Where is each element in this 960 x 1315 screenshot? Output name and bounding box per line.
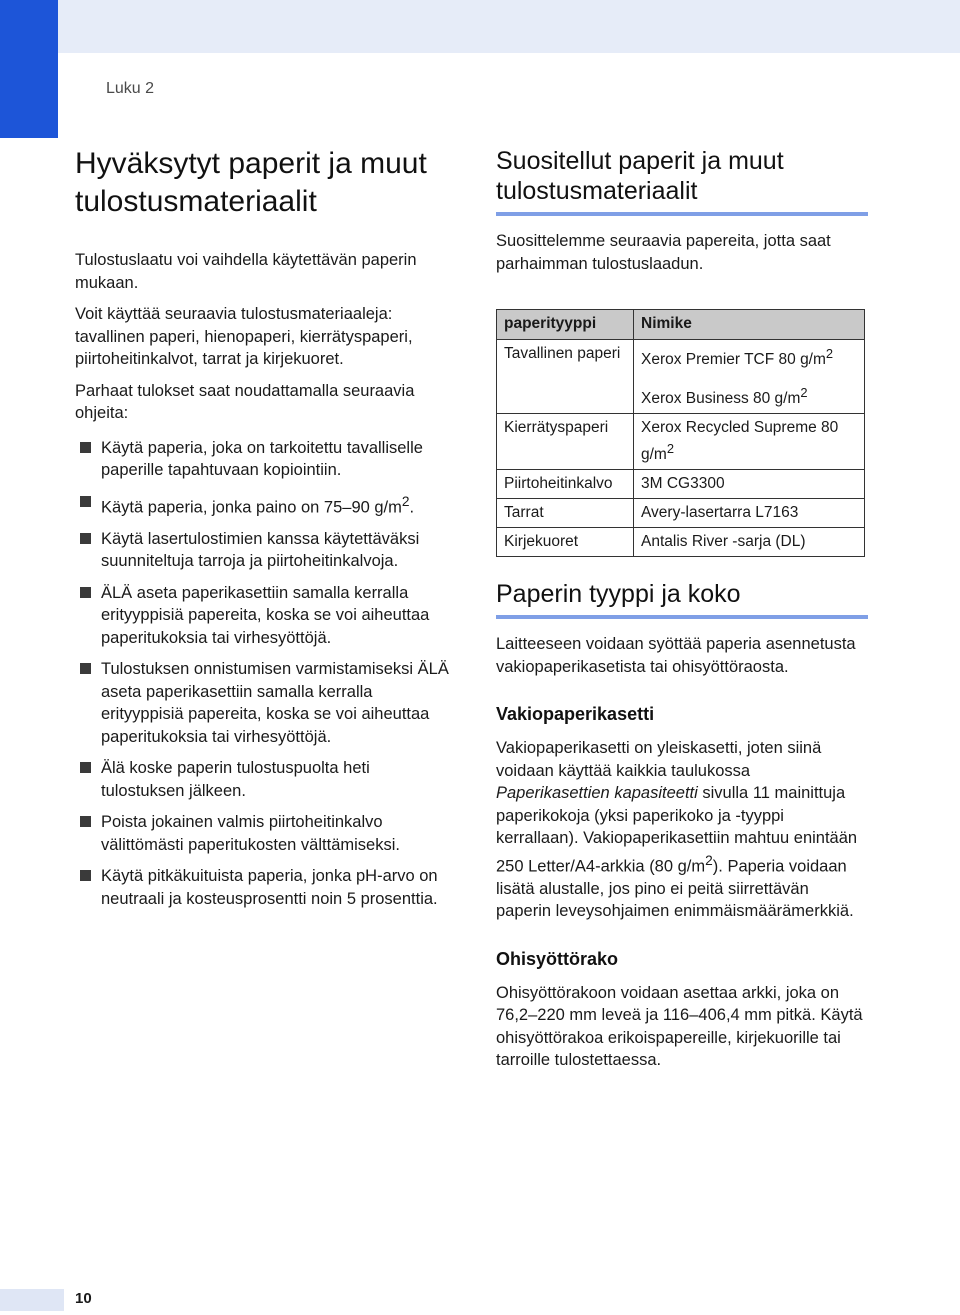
bullet-square-icon [80,762,91,773]
chapter-label: Luku 2 [106,80,155,97]
table-cell: 3M CG3300 [634,470,865,499]
recommended-intro: Suosittelemme seuraavia papereita, jotta saat parhaimman tulostuslaadun. [496,232,831,273]
table-row [497,414,865,470]
column-header: Nimike [634,310,865,340]
manual-slot-text: Ohisyöttörakoon voidaan asettaa arkki, joka on 76,2–220 mm leveä ja 116–406,4 mm pitkä. Käytä ohisyöttörakoa erikoispapereille, kirjekuorille tai tarroille tulostettaessa. [496,983,863,1070]
header-band [0,0,960,53]
guideline-list [75,437,453,911]
type-size-heading: Paperin tyyppi ja koko [496,579,868,619]
table-row [497,499,865,528]
list-item: Käytä paperia, jonka paino on 75–90 $g/m^2$. [75,491,453,519]
page-title: Hyväksytyt paperit ja muut tulostusmateriaalit [75,147,427,218]
type-size-intro: Laitteeseen voidaan syöttää paperia asennetusta vakiopaperikasetista tai ohisyöttöraosta. [496,635,856,676]
list-item: Poista jokainen valmis piirtoheitinkalvo välittömästi paperitukosten välttämiseksi. [75,811,453,856]
std-tray-heading: Vakiopaperikasetti [496,704,655,725]
table-row [497,470,865,499]
right-column [496,146,868,1081]
chapter-tab [0,0,58,138]
paragraph: Parhaat tulokset saat noudattamalla seuraavia ohjeita: [75,381,415,422]
table-cell: Xerox Recycled Supreme 80 $g/m^2$ [634,414,865,470]
page-reference: Paperikasettien kapasiteetti [496,784,698,803]
table-row [497,340,865,414]
list-item: Käytä pitkäkuituista paperia, jonka pH-arvo on neutraali ja kosteusprosentti noin 5 prosenttia. [75,865,453,910]
list-item: ÄLÄ aseta paperikasettiin samalla kerralla erityyppisiä papereita, koska se voi aiheuttaa paperitukoksia tai virhesyöttöjä. [75,582,453,650]
bullet-square-icon [80,816,91,827]
table-cell: Piirtoheitinkalvo [497,470,634,499]
bullet-square-icon [80,496,91,507]
table-row [497,528,865,557]
bullet-square-icon [80,663,91,674]
list-item: Käytä paperia, joka on tarkoitettu tavalliselle paperille tapahtuvaan kopiointiin. [75,437,453,482]
table-cell: Tavallinen paperi [497,340,634,414]
table-cell: Avery-lasertarra L7163 [634,499,865,528]
list-item: Käytä lasertulostimien kanssa käytettäväksi suunniteltuja tarroja ja piirtoheitinkalvoja. [75,528,453,573]
table-cell: Antalis River -sarja (DL) [634,528,865,557]
page-number-tab [0,1289,64,1311]
bullet-square-icon [80,870,91,881]
left-column [75,145,453,919]
table-cell: Xerox Premier TCF 80 $g/m^2$ Xerox Business 80 $g/m^2$ [634,340,865,414]
paper-table [496,309,865,557]
list-item: Tulostuksen onnistumisen varmistamiseksi ÄLÄ aseta paperikasettiin samalla kerralla erityyppisiä papereita, koska se voi aiheuttaa paperitukoksia tai virhesyöttöjä. [75,658,453,748]
manual-slot-heading: Ohisyöttörako [496,948,619,969]
table-cell: Tarrat [497,499,634,528]
paragraph: Tulostuslaatu voi vaihdella käytettävän paperin mukaan. [75,251,417,292]
table-header-row [497,310,865,340]
list-item: Älä koske paperin tulostuspuolta heti tulostuksen jälkeen. [75,757,453,802]
page-number: 10 [75,1290,92,1307]
std-tray-text: Vakiopaperikasetti on yleiskasetti, joten siinä voidaan käyttää kaikkia taulukossa Paperikasettien kapasiteetti sivulla 11 mainittuja paperikokoja (yksi paperikoko ja -tyyppi kerrallaan). Vakiopaperikasettiin mahtuu enintään 250 Letter/A4-arkkia (80 $g/m^2$). Paperia voidaan lisätä alustalle, jos pino ei peitä siirrettävän paperin leveysohjaimen enimmäismäärämerkkiä. [496,739,858,921]
table-cell: Kierrätyspaperi [497,414,634,470]
bullet-square-icon [80,587,91,598]
table-cell: Kirjekuoret [497,528,634,557]
column-header: paperityyppi [497,310,634,340]
recommended-heading: Suositellut paperit ja muut tulostusmateriaalit [496,146,868,216]
bullet-square-icon [80,442,91,453]
paragraph: Voit käyttää seuraavia tulostusmateriaaleja: tavallinen paperi, hienopaperi, kierrätyspaperi, piirtoheitinkalvot, tarrat ja kirjekuoret. [75,305,413,368]
bullet-square-icon [80,533,91,544]
